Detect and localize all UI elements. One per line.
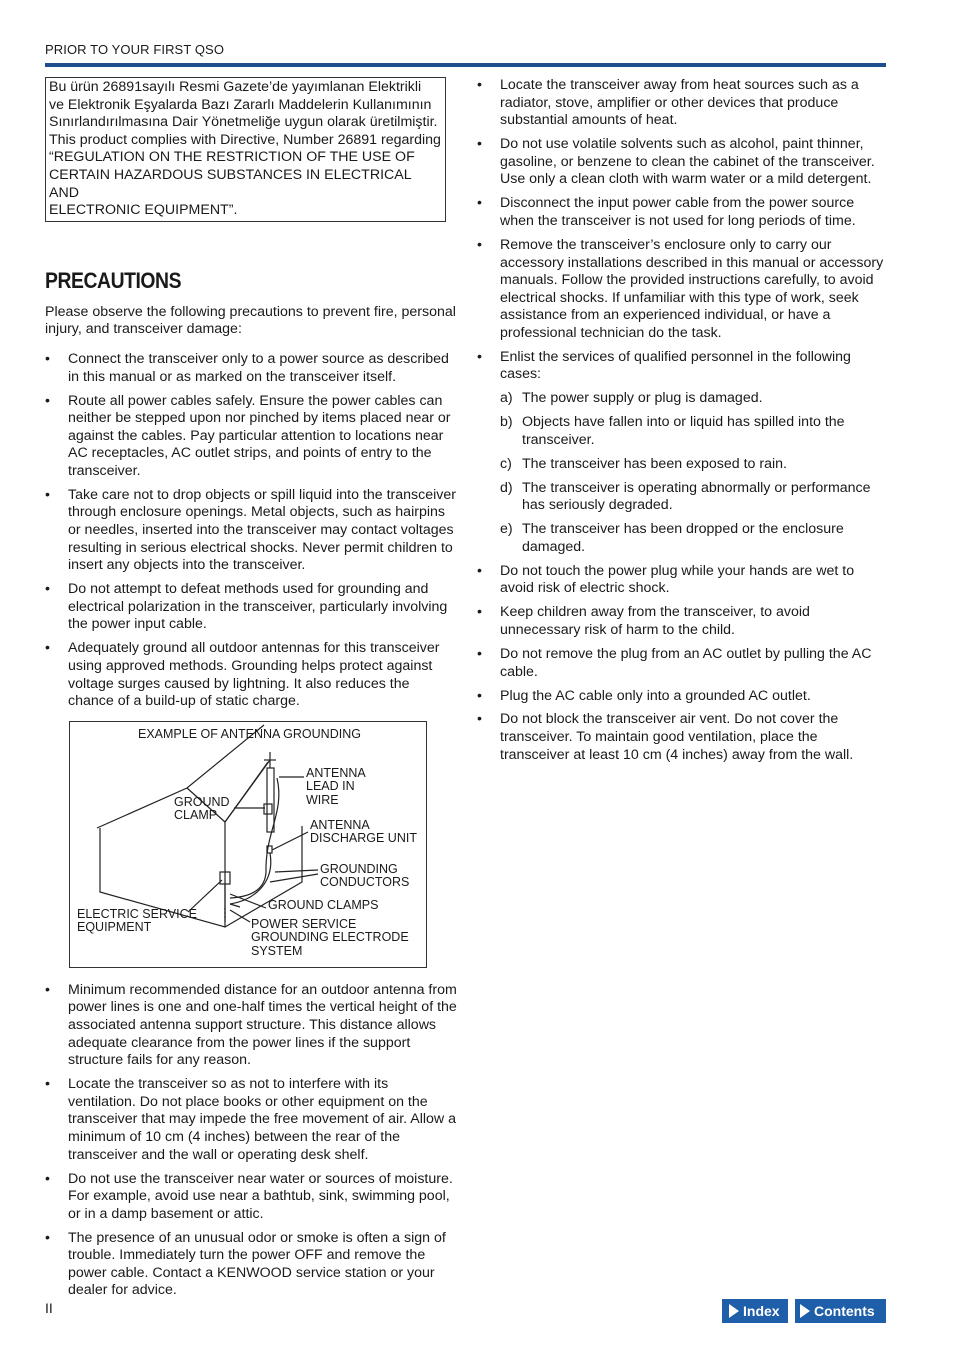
index-button[interactable] [722, 1299, 788, 1323]
sub-item-letter: e) [500, 521, 513, 538]
running-header: PRIOR TO YOUR FIRST QSO [45, 42, 225, 57]
intro-text: Please observe the following precautions to prevent fire, personal injury, and transceiver damage: [45, 303, 456, 338]
diagram-title: EXAMPLE OF ANTENNA GROUNDING [138, 726, 361, 741]
list-item: • Do not use the transceiver near water or sources of moisture. For example, avoid use near a bathtub, sink, swimming pool, or in a damp basement or attic. [45, 1171, 457, 1224]
qualified-service-cases [500, 390, 889, 556]
precautions-list-left-continued [45, 982, 457, 1300]
list-item: • Do not remove the plug from an AC outlet by pulling the AC cable. [477, 646, 889, 681]
list-item: • Locate the transceiver away from heat sources such as a radiator, stove, amplifier or other devices that produce substantial amounts of heat. [477, 77, 889, 130]
left-column [45, 77, 457, 1306]
list-item: • Plug the AC cable only into a grounded AC outlet. [477, 688, 889, 706]
label-ground-clamps: GROUND CLAMPS [268, 897, 379, 912]
list-item: • Disconnect the input power cable from the power source when the transceiver is not used for long periods of time. [477, 195, 889, 230]
sub-item-letter: a) [500, 390, 513, 407]
notice-line: “REGULATION ON THE RESTRICTION OF THE USE OF [49, 149, 415, 166]
notice-line: CERTAIN HAZARDOUS SUBSTANCES IN ELECTRICAL AND [49, 166, 412, 201]
list-item: • Connect the transceiver only to a power source as described in this manual or as marked on the transceiver itself. [45, 351, 457, 386]
index-button-inner [724, 1301, 786, 1321]
index-button-label: Index [743, 1303, 780, 1319]
contents-button[interactable] [795, 1299, 886, 1323]
label-antenna-lead-in-wire: ANTENNA LEAD IN WIRE [306, 765, 366, 807]
list-item: • Adequately ground all outdoor antennas for this transceiver using approved methods. Grounding helps protect against voltage surges caused by lightning. It also reduces the chance of a build-up of static charge. [45, 640, 457, 710]
label-power-service-grounding: POWER SERVICE GROUNDING ELECTRODE SYSTEM [251, 916, 409, 958]
sub-item-text: The transceiver has been exposed to rain. [522, 455, 787, 472]
play-arrow-icon [729, 1304, 739, 1318]
list-item: • Keep children away from the transceiver, to avoid unnecessary risk of harm to the child. [477, 604, 889, 639]
section-title: PRECAUTIONS [45, 267, 182, 293]
sub-list-item [500, 521, 889, 556]
antenna-grounding-diagram [69, 721, 427, 968]
sub-item-letter: d) [500, 479, 513, 496]
list-item: • Take care not to drop objects or spill liquid into the transceiver through enclosure openings. Metal objects, such as hairpins or needles, inserted into the transceiver may contact voltages resulting in serious electrical shocks. Never permit children to insert any objects into the transceiver. [45, 487, 457, 575]
list-item: • Locate the transceiver so as not to interfere with its ventilation. Do not place books or other equipment on the transceiver that may impede the free movement of air. Allow a minimum of 10 cm (4 inches) between the rear of the transceiver and the wall or operating desk shelf. [45, 1076, 457, 1164]
list-item [477, 349, 889, 557]
sub-item-text: The power supply or plug is damaged. [522, 390, 763, 407]
sub-list-item [500, 390, 889, 408]
rohs-notice-box [45, 77, 446, 222]
notice-line: This product complies with Directive, Number 26891 regarding [49, 131, 441, 148]
label-grounding-conductors: GROUNDING CONDUCTORS [320, 861, 410, 890]
sub-list-item [500, 414, 889, 449]
sub-list-item [500, 480, 889, 515]
precautions-list-left [45, 351, 457, 711]
label-antenna-discharge-unit: ANTENNA DISCHARGE UNIT [310, 817, 417, 846]
list-item-text: Enlist the services of qualified personnel in the following cases: [500, 348, 851, 383]
sub-item-text: The transceiver has been dropped or the enclosure damaged. [522, 521, 844, 555]
list-item: • Do not touch the power plug while your hands are wet to avoid risk of electric shock. [477, 563, 889, 598]
sub-item-letter: b) [500, 414, 513, 431]
sub-item-text: Objects have fallen into or liquid has spilled into the transceiver. [522, 414, 845, 448]
list-item: • Minimum recommended distance for an outdoor antenna from power lines is one and one-half times the vertical height of the associated antenna support structure. This distance allows adequate clearance from the power lines if the support structure fails for any reason. [45, 982, 457, 1070]
notice-line: ve Elektronik Eşyalarda Bazı Zararlı Maddelerin Kullanımının [49, 96, 432, 113]
play-arrow-icon [800, 1304, 810, 1318]
precautions-list-right [477, 77, 889, 764]
notice-line: Sınırlandırılmasına Dair Yönetmeliğe uygun olarak üretilmiştir. [49, 114, 438, 131]
page-number: II [45, 1300, 53, 1316]
right-column [477, 77, 889, 771]
sub-list-item [500, 456, 889, 474]
list-item: • The presence of an unusual odor or smoke is often a sign of trouble. Immediately turn the power OFF and remove the power cable. Contact a KENWOOD service station or your dealer for advice. [45, 1230, 457, 1300]
notice-line: ELECTRONIC EQUIPMENT”. [49, 202, 238, 219]
header-rule [45, 63, 886, 67]
list-item: • Do not block the transceiver air vent. Do not cover the transceiver. To maintain good ventilation, place the transceiver at least 10 cm (4 inches) away from the wall. [477, 711, 889, 764]
label-ground-clamp: GROUND CLAMP [174, 794, 230, 823]
label-electric-service-equipment: ELECTRIC SERVICE EQUIPMENT [77, 906, 197, 935]
contents-button-label: Contents [814, 1303, 875, 1319]
notice-line: Bu ürün 26891sayılı Resmi Gazete’de yayımlanan Elektrikli [49, 79, 422, 95]
list-item: • Route all power cables safely. Ensure the power cables can neither be stepped upon nor pinched by items placed near or against the cables. Pay particular attention to locations near AC receptacles, AC outlet strips, and points of entry to the transceiver. [45, 393, 457, 481]
list-item: • Do not attempt to defeat methods used for grounding and electrical polarization in the transceiver, particularly involving the power input cable. [45, 581, 457, 634]
list-item: • Remove the transceiver’s enclosure only to carry our accessory installations described in this manual or accessory manuals. Follow the provided instructions carefully, to avoid electrical shocks. If unfamiliar with this type of work, seek assistance from an experienced individual, or have a professional technician do the task. [477, 237, 889, 343]
sub-item-text: The transceiver is operating abnormally or performance has seriously degraded. [522, 479, 871, 514]
list-item: • Do not use volatile solvents such as alcohol, paint thinner, gasoline, or benzene to clean the cabinet of the transceiver. Use only a clean cloth with warm water or a mild detergent. [477, 136, 889, 189]
sub-item-letter: c) [500, 455, 512, 472]
